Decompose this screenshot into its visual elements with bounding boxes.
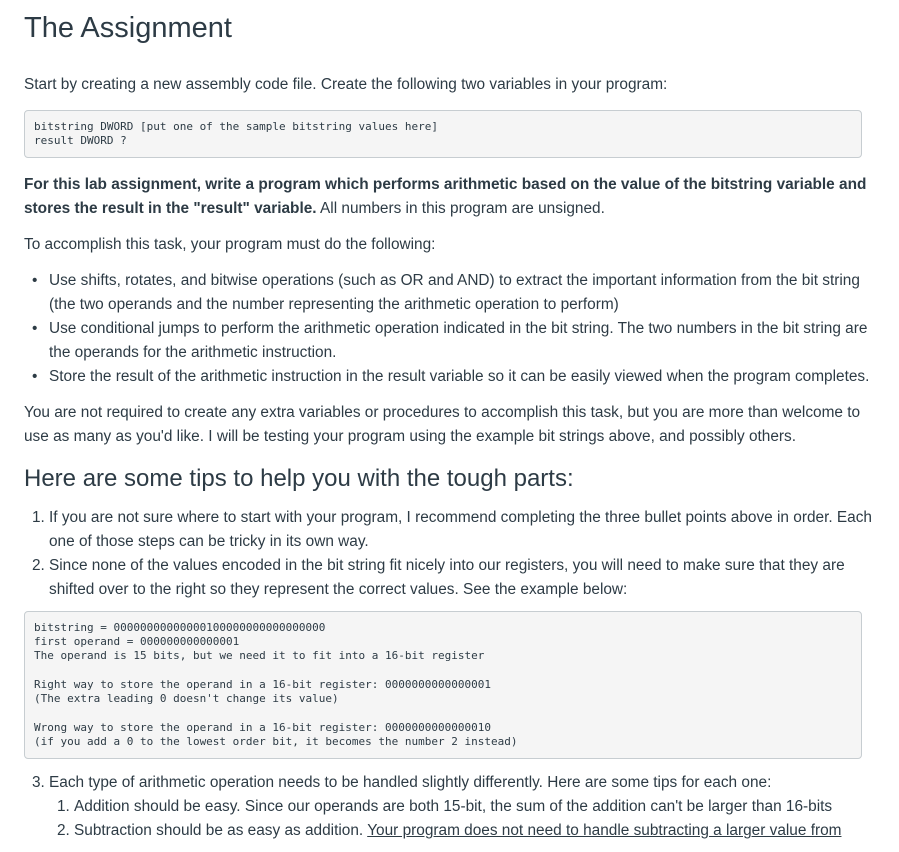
tips-heading: Here are some tips to help you with the tough parts:: [24, 464, 574, 492]
operand-example-code-block: bitstring = 00000000000000100000000000000000 first operand = 000000000000001 The operand is 15 bits, but we need it to fit into a 16-bit register Right way to store the operand in a 16-bit register: 0000000000000001 (The extra leading 0 doesn't change its value) Wrong way to store the operand in a 16-bit register: 0000000000000010 (if you add a 0 to the lowest order bit, it becomes the number 2 instead): [24, 611, 862, 760]
lead-bold-text: For this lab assignment, write a program which performs arithmetic based on the value of the bitstring variable and stores the result in the "result" variable.: [24, 175, 867, 217]
list-item: [32, 506, 875, 554]
list-number: 1.: [57, 798, 70, 816]
list-item: • Use shifts, rotates, and bitwise operations (such as OR and AND) to extract the important information from the bit string (the two operands and the number representing the arithmetic operation to perform): [49, 269, 875, 317]
list-number: 2.: [32, 556, 45, 574]
list-item: [57, 795, 875, 819]
list-item: [32, 771, 875, 843]
list-item-text: Each type of arithmetic operation needs to be handled slightly differently. Here are some tips for each one:: [49, 774, 772, 792]
list-number: 2.: [57, 822, 70, 840]
list-item: [32, 554, 875, 602]
operation-tips-sublist: [49, 795, 875, 843]
list-item-text: Subtraction should be as easy as addition.: [74, 822, 368, 840]
tips-list: [24, 506, 875, 602]
list-item: [57, 819, 875, 843]
list-number: 3.: [32, 774, 45, 792]
note-paragraph: You are not required to create any extra variables or procedures to accomplish this task, but you are more than welcome to use as many as you'd like. I will be testing your program using the example bit strings above, and possibly others.: [24, 403, 861, 445]
intro-paragraph: Start by creating a new assembly code file. Create the following two variables in your program:: [24, 76, 668, 93]
tips-list-continued: [24, 771, 875, 843]
list-item: • Use conditional jumps to perform the arithmetic operation indicated in the bit string. The two numbers in the bit string are the operands for the arithmetic instruction.: [49, 317, 875, 365]
variables-code-block: bitstring DWORD [put one of the sample bitstring values here] result DWORD ?: [24, 110, 862, 158]
lead-plain-text: All numbers in this program are unsigned.: [316, 199, 605, 217]
list-item-text: Since none of the values encoded in the bit string fit nicely into our registers, you will need to make sure that they are shifted over to the right so they represent the correct values. See the example below:: [49, 556, 845, 598]
requirements-list: [24, 269, 875, 389]
page-title: The Assignment: [24, 12, 232, 44]
list-item-text: Addition should be easy. Since our operands are both 15-bit, the sum of the addition can't be larger than 16-bits: [74, 798, 833, 816]
list-item-text: If you are not sure where to start with your program, I recommend completing the three bullet points above in order. Each one of those steps can be tricky in its own way.: [49, 508, 872, 550]
list-item: • Store the result of the arithmetic instruction in the result variable so it can be easily viewed when the program completes.: [49, 365, 875, 389]
list-number: 1.: [32, 508, 45, 526]
underlined-text: Your program does not need to handle subtracting a larger value from: [367, 822, 842, 840]
lead-paragraph: [24, 173, 875, 221]
task-intro: To accomplish this task, your program must do the following:: [24, 235, 436, 253]
